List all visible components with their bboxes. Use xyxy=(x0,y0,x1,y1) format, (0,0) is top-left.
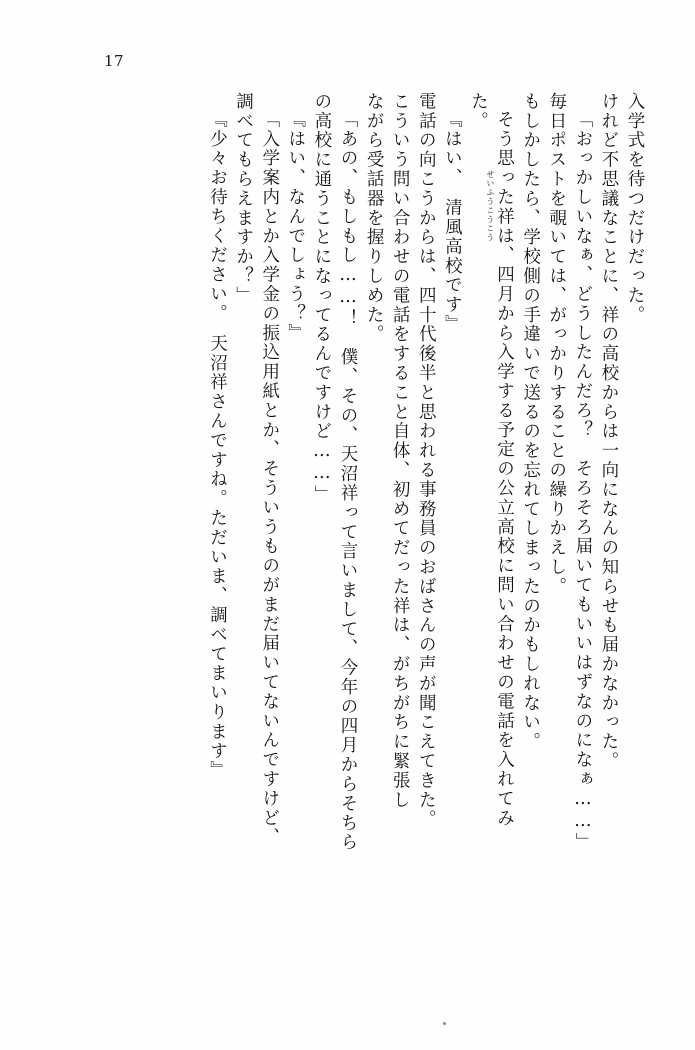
text-line: ながら受話器を握りしめた。 xyxy=(364,92,385,345)
ruby-annotation: せいふうこうこう xyxy=(485,170,495,242)
text-line: 「あの、もしもし……！ 僕、その、天沼祥って言いまして、今年の四月からそちら xyxy=(337,110,358,853)
text-line: 『少々お待ちください。 天沼祥さんですね。ただいま、調べてまいります』 xyxy=(207,110,228,781)
text-line: 『はい、なんでしょう？』 xyxy=(285,110,306,343)
text-line: 入学式を待つだけだった。 xyxy=(625,92,645,325)
vertical-text-block xyxy=(53,92,643,882)
text-line: た。 xyxy=(468,92,489,131)
text-line: もしかしたら、学校側の手違いで送るのを忘れてしまったのかもしれない。 xyxy=(520,92,541,752)
text-line: こういう問い合わせの電話をすること自体、初めてだった祥は、がちがちに緊張し xyxy=(390,92,411,810)
text-line: 調べてもらえますか？」 xyxy=(233,92,254,306)
page-number: 17 xyxy=(104,52,125,70)
text-line-with-ruby: 『はい、 清風高校です』 xyxy=(442,110,463,335)
page-footer-mark xyxy=(443,1022,446,1025)
text-line: 「おっかしいなぁ、どうしたんだろ？ そろそろ届いてもいいはずなのになぁ……」 xyxy=(572,110,593,853)
text-line: 「入学案内とか入学金の振込用紙とか、そういうものがまだ届いてないんですけど、 xyxy=(259,110,280,848)
text-line: そう思った祥は、四月から入学する予定の公立高校に問い合わせの電話を入れてみ xyxy=(494,110,515,828)
text-line: 電話の向こうからは、四十代後半と思われる事務員のおばさんの声が聞こえてきた。 xyxy=(416,92,437,830)
text-line: けれど不思議なことに、祥の高校からは一向になんの知らせも届かなかった。 xyxy=(598,92,619,771)
text-line: の高校に通うことになってるんですけど……」 xyxy=(311,92,332,505)
text-line: 毎日ポストを覗いては、がっかりすることの繰りかえし。 xyxy=(546,92,567,597)
